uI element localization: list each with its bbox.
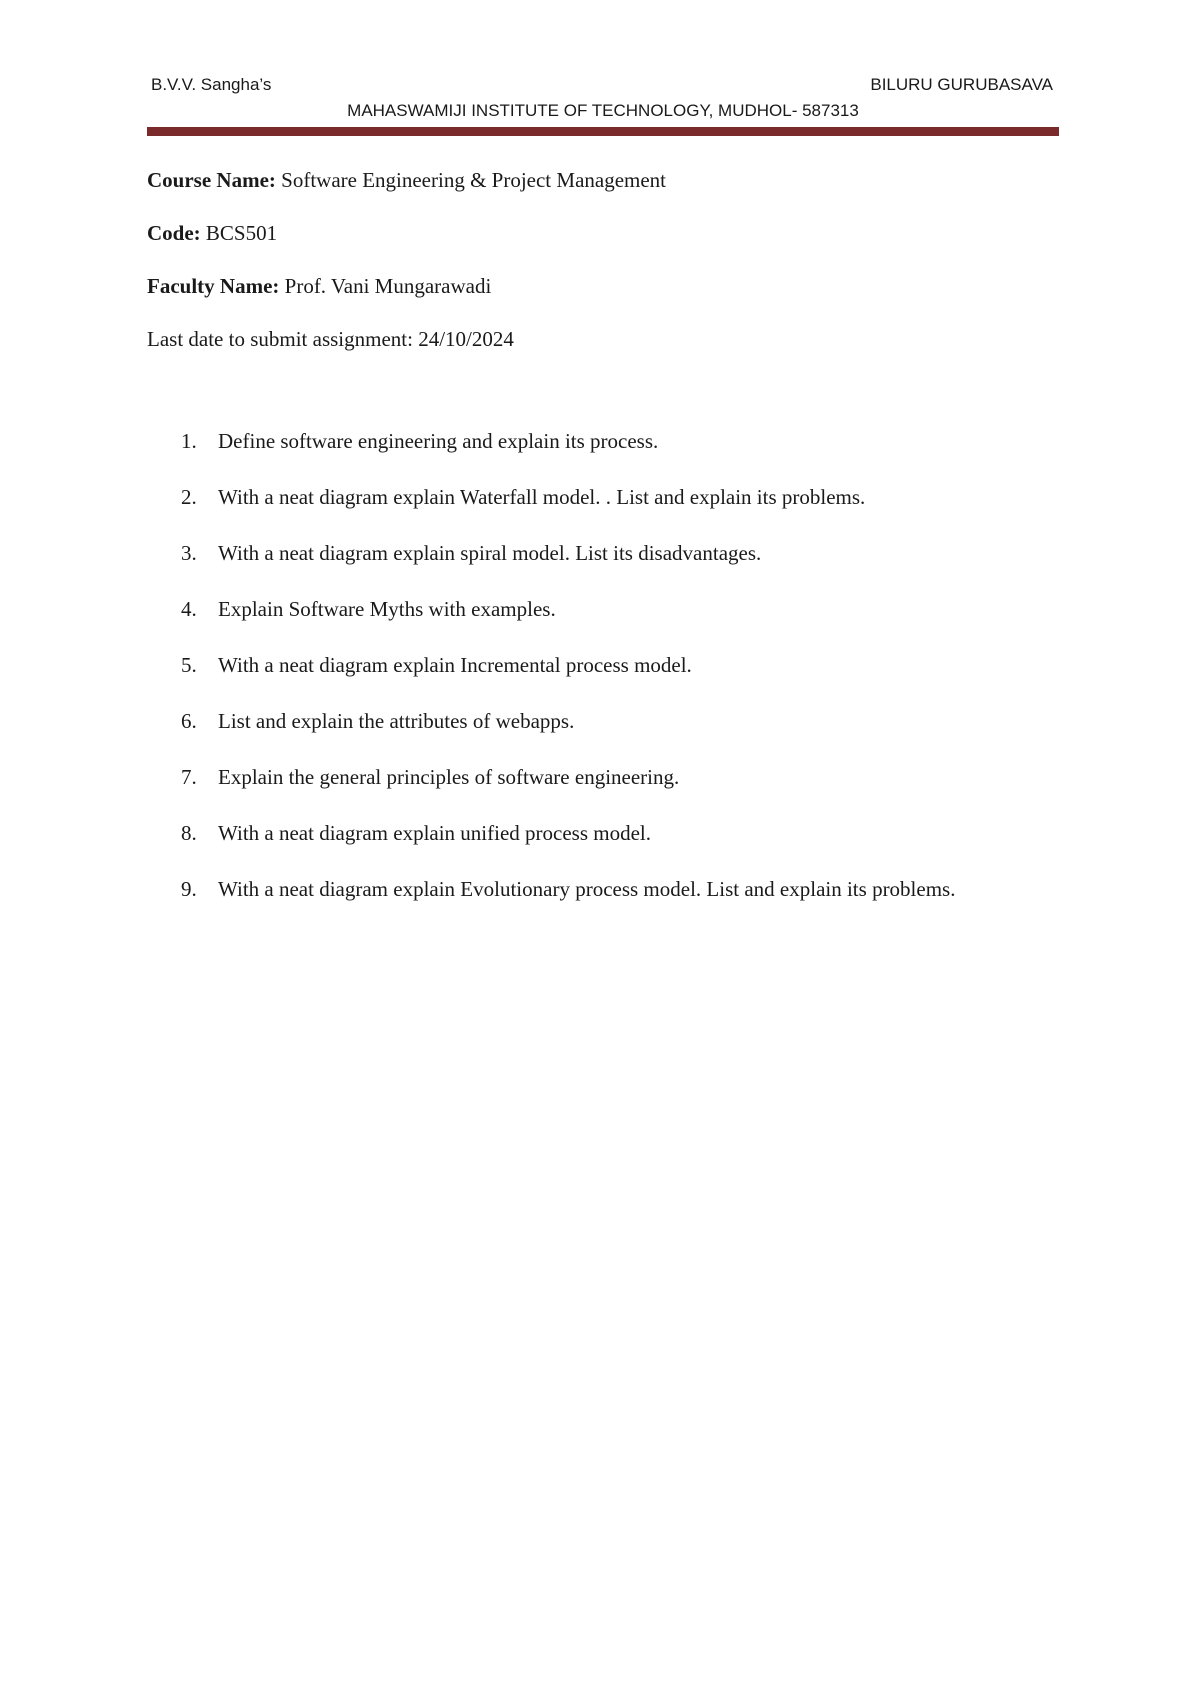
course-name-line	[147, 167, 1097, 193]
question-item	[147, 708, 1097, 764]
question-text: With a neat diagram explain Evolutionary process model. List and explain its problems.	[218, 877, 956, 901]
question-item	[147, 820, 1097, 876]
faculty-name-label: Faculty Name:	[147, 274, 280, 298]
question-number: 5.	[181, 653, 197, 677]
question-text: Explain the general principles of software engineering.	[218, 765, 680, 789]
question-item	[147, 540, 1097, 596]
course-code-value: BCS501	[205, 221, 278, 245]
question-text: With a neat diagram explain spiral model. List its disadvantages.	[218, 541, 762, 565]
question-text: With a neat diagram explain Waterfall model. . List and explain its problems.	[218, 485, 866, 509]
question-text: Define software engineering and explain its process.	[218, 429, 659, 453]
course-code-label: Code:	[147, 221, 201, 245]
header-institute-name-part1: BILURU GURUBASAVA	[870, 75, 1053, 94]
question-item	[147, 652, 1097, 708]
faculty-name-value: Prof. Vani Mungarawadi	[284, 274, 492, 298]
page-header	[147, 75, 1059, 97]
submission-deadline: Last date to submit assignment: 24/10/2024	[147, 327, 514, 351]
question-text: With a neat diagram explain unified process model.	[218, 821, 652, 845]
question-number: 2.	[181, 485, 197, 509]
question-number: 9.	[181, 877, 197, 901]
question-item	[147, 876, 1097, 932]
course-name-label: Course Name:	[147, 168, 276, 192]
header-divider	[147, 127, 1059, 136]
question-number: 8.	[181, 821, 197, 845]
question-number: 7.	[181, 765, 197, 789]
course-code-line	[147, 220, 1097, 246]
question-item	[147, 596, 1097, 652]
question-text: List and explain the attributes of webapps.	[218, 709, 575, 733]
question-text: Explain Software Myths with examples.	[218, 597, 556, 621]
question-item	[147, 764, 1097, 820]
course-name-value: Software Engineering & Project Management	[281, 168, 667, 192]
assignment-question-list	[147, 428, 1097, 932]
question-number: 3.	[181, 541, 197, 565]
question-text: With a neat diagram explain Incremental process model.	[218, 653, 692, 677]
question-number: 1.	[181, 429, 197, 453]
question-number: 6.	[181, 709, 197, 733]
faculty-name-line	[147, 273, 1097, 299]
header-org-name: B.V.V. Sangha’s	[151, 75, 272, 94]
question-item	[147, 428, 1097, 484]
question-item	[147, 484, 1097, 540]
header-institute-name-part2: MAHASWAMIJI INSTITUTE OF TECHNOLOGY, MUDHOL- 587313	[347, 101, 859, 120]
question-number: 4.	[181, 597, 197, 621]
